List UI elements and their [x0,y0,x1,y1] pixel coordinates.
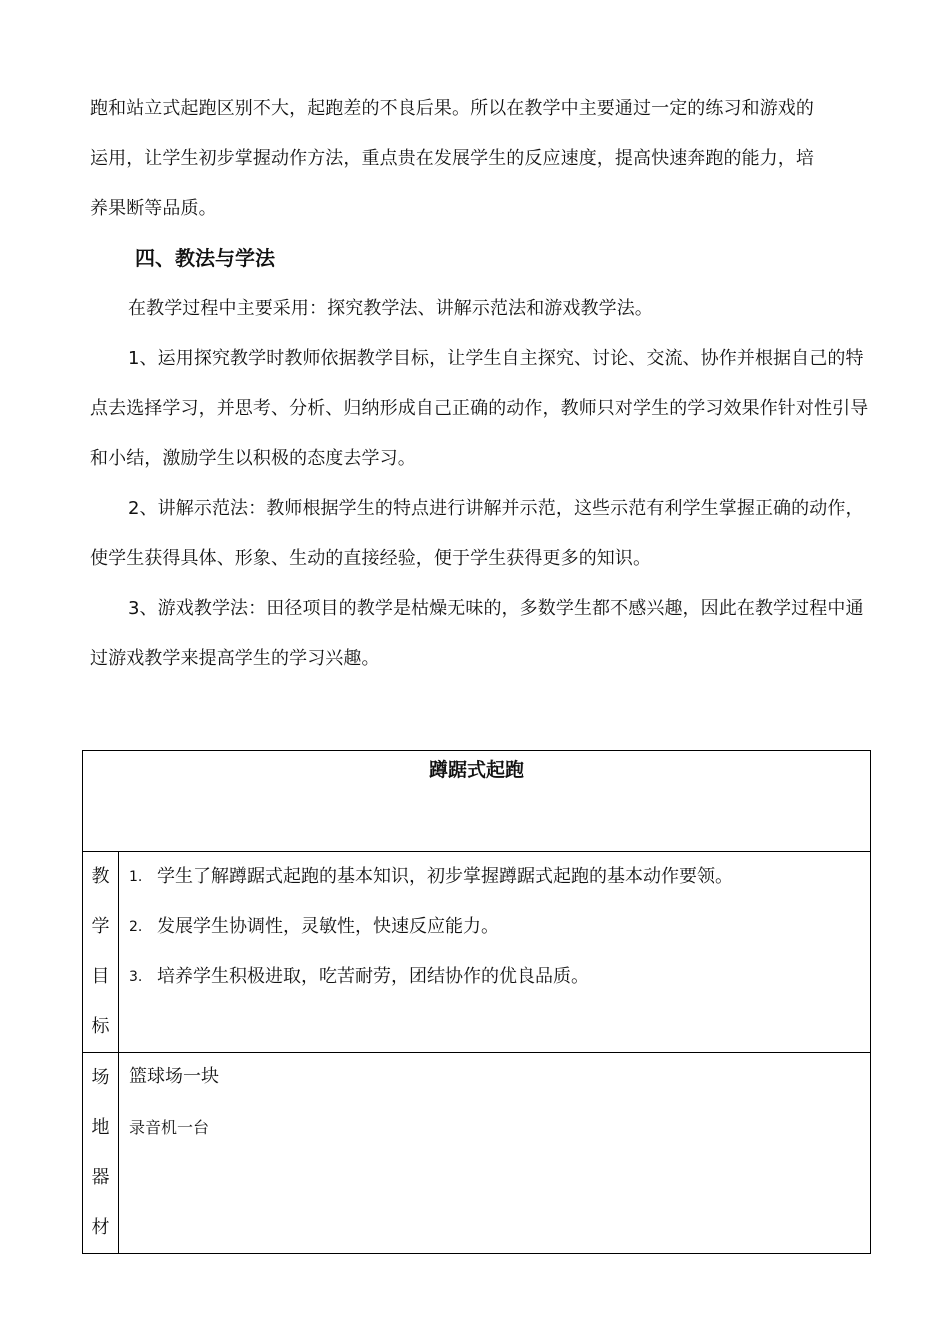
table-title: 蹲踞式起跑 [429,759,525,781]
venue-label-char: 地 [91,1117,110,1138]
goals-label-char: 教 [91,866,110,887]
venue-item: 录音机一台 [129,1118,210,1137]
intro-line-3: 养果断等品质。 [90,198,217,219]
goals-label-cell [83,852,119,1053]
venue-label-char: 器 [91,1167,110,1188]
methods-summary: 在教学过程中主要采用：探究教学法、讲解示范法和游戏教学法。 [128,298,653,319]
venue-cell [119,1053,871,1254]
goal-text: 培养学生积极进取，吃苦耐劳，团结协作的优良品质。 [157,966,589,987]
venue-row [83,1053,871,1254]
table-title-cell [83,751,871,852]
section-heading: 四、教法与学法 [135,246,275,270]
goals-label-char: 学 [91,916,110,937]
lesson-plan-table [82,750,871,1254]
method-2-paragraph: 2、讲解示范法：教师根据学生的特点进行讲解并示范，这些示范有利学生掌握正确的动作，使学生获得具体、形象、生动的直接经验，便于学生获得更多的知识。 [90,498,864,569]
goal-number: 1. [129,869,143,885]
intro-line-1: 跑和站立式起跑区别不大，起跑差的不良后果。所以在教学中主要通过一定的练习和游戏的 [90,98,814,119]
intro-paragraph [90,84,870,234]
goal-text: 发展学生协调性，灵敏性，快速反应能力。 [157,916,499,937]
goal-number: 3. [129,969,143,985]
venue-label-char: 材 [91,1217,110,1238]
venue-item: 篮球场一块 [129,1066,219,1087]
method-3-paragraph: 3、游戏教学法：田径项目的教学是枯燥无味的，多数学生都不感兴趣，因此在教学过程中通过游戏教学来提高学生的学习兴趣。 [90,598,864,669]
goal-text: 学生了解蹲踞式起跑的基本知识，初步掌握蹲踞式起跑的基本动作要领。 [157,866,733,887]
method-1-paragraph: 1、运用探究教学时教师依据教学目标，让学生自主探究、讨论、交流、协作并根据自己的特点去选择学习，并思考、分析、归纳形成自己正确的动作，教师只对学生的学习效果作针对性引导和小结，激励学生以积极的态度去学习。 [90,348,869,469]
goal-item [129,852,870,902]
goal-item [129,952,870,1002]
venue-label-cell [83,1053,119,1254]
goals-row [83,852,871,1053]
venue-label-char: 场 [91,1067,110,1088]
table-title-row [83,751,871,852]
goal-number: 2. [129,919,143,935]
intro-line-2: 运用，让学生初步掌握动作方法，重点贵在发展学生的反应速度，提高快速奔跑的能力，培 [90,148,814,169]
goal-item [129,902,870,952]
goals-label-char: 标 [91,1016,110,1037]
goals-cell [119,852,871,1053]
goals-label-char: 目 [91,966,110,987]
